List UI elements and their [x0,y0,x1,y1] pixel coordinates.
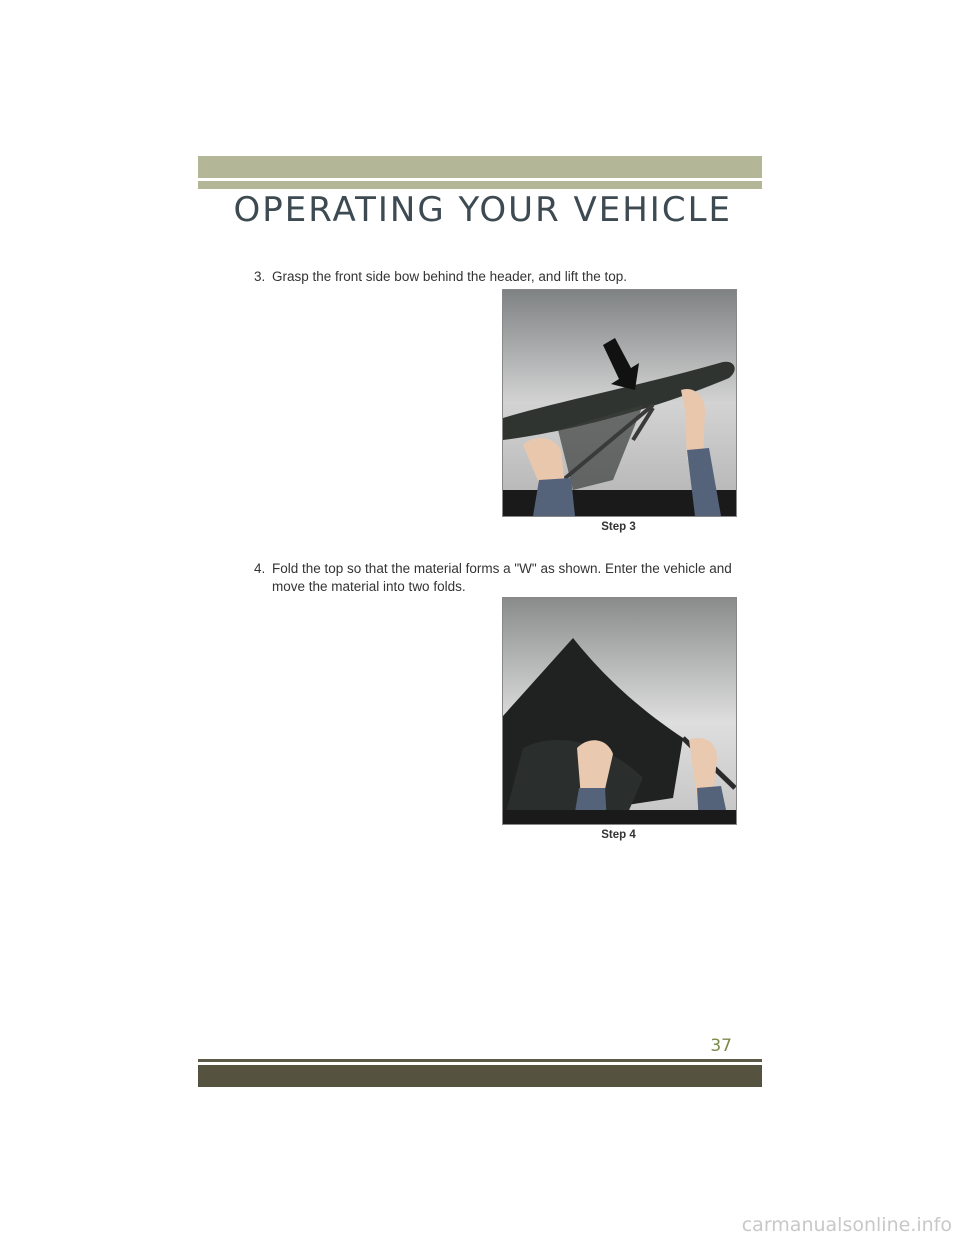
header-band [198,156,762,178]
section-title: OPERATING YOUR VEHICLE [233,190,732,230]
figure-caption: Step 4 [601,829,636,841]
watermark: carmanualsonline.info [741,1214,952,1236]
step-number: 3. [254,269,266,284]
step-3-illustration [502,289,737,517]
header-band-accent [198,181,762,189]
step-4-photo [503,598,736,824]
step-text: Grasp the front side bow behind the header, and lift the top. [272,269,627,284]
step-text: Fold the top so that the material forms a "W" as shown. Enter the vehicle and move the material into two folds. [272,561,732,594]
footer-band [198,1065,762,1087]
figure-caption: Step 3 [601,521,636,533]
step-number: 4. [254,561,266,576]
page-number: 37 [710,1036,732,1056]
footer-rule [198,1059,762,1062]
step-4-instruction [254,560,738,596]
step-3-instruction [254,268,738,286]
step-4-illustration [502,597,737,825]
step-3-photo [503,290,736,516]
